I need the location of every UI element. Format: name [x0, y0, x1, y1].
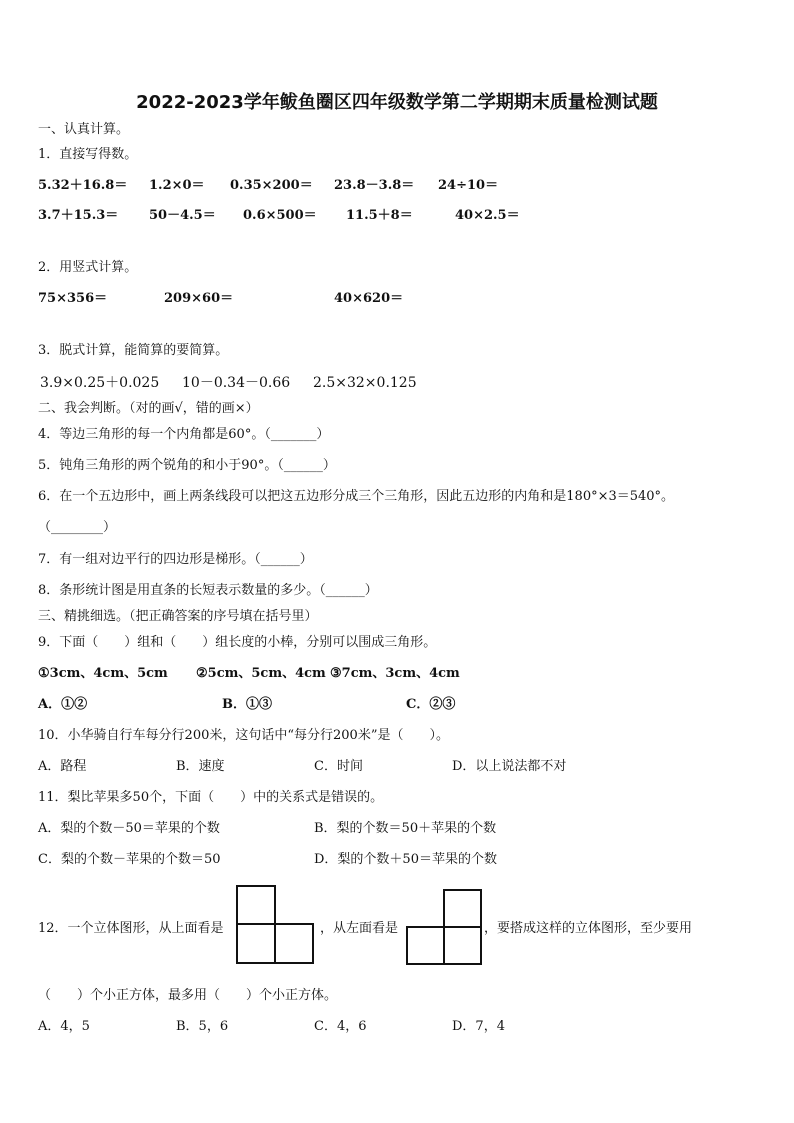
choice-option: A．梨的个数－50＝苹果的个数: [38, 821, 220, 836]
stick-group: ③7cm、3cm、4cm: [330, 666, 460, 681]
calc-item: 0.6×500＝: [243, 208, 317, 223]
section-2-heading: 二、我会判断。（对的画√，错的画×）: [38, 401, 259, 416]
q1-label: 1．直接写得数。: [38, 147, 138, 162]
choice-option: C．4，6: [314, 1019, 367, 1034]
calc-item: 5.32＋16.8＝: [38, 178, 128, 193]
q12-text-line2: （ ）个小正方体，最多用（ ）个小正方体。: [38, 988, 338, 1003]
stick-group: ①3cm、4cm、5cm: [38, 666, 168, 681]
choice-option: D．梨的个数＋50＝苹果的个数: [314, 852, 497, 867]
vertical-calc-item: 40×620＝: [334, 291, 404, 306]
left-view-figure: [406, 889, 482, 965]
choice-option: A．①②: [38, 697, 88, 712]
page-title: 2022-2023学年鲅鱼圈区四年级数学第二学期期末质量检测试题: [136, 92, 658, 113]
judge-item: 8．条形统计图是用直条的长短表示数量的多少。（______）: [38, 583, 378, 598]
vertical-calc-item: 75×356＝: [38, 291, 108, 306]
choice-option: D．以上说法都不对: [452, 759, 567, 774]
calc-item: 0.35×200＝: [230, 178, 313, 193]
choice-option: B．梨的个数＝50＋苹果的个数: [314, 821, 497, 836]
q11-text: 11．梨比苹果多50个，下面（ ）中的关系式是错误的。: [38, 790, 384, 805]
expression-item: 3.9×0.25＋0.025: [40, 375, 160, 391]
judge-item: 6．在一个五边形中，画上两条线段可以把这五边形分成三个三角形，因此五边形的内角和是180°×3＝540°。: [38, 489, 675, 504]
calc-item: 11.5＋8＝: [346, 208, 413, 223]
judge-item: 4．等边三角形的每一个内角都是60°。（_______）: [38, 427, 330, 442]
calc-item: 1.2×0＝: [149, 178, 205, 193]
q3-label: 3．脱式计算，能简算的要简算。: [38, 343, 229, 358]
q12-text-part2: ，从左面看是: [320, 921, 399, 936]
expression-item: 2.5×32×0.125: [313, 375, 417, 391]
section-3-heading: 三、精挑细选。（把正确答案的序号填在括号里）: [38, 609, 318, 624]
q12-text-part1: 12．一个立体图形，从上面看是: [38, 921, 224, 936]
q10-text: 10．小华骑自行车每分行200米，这句话中“每分行200米”是（ ）。: [38, 728, 449, 743]
q12-text-part3: ，要搭成这样的立体图形，至少要用: [484, 921, 693, 936]
choice-option: C．时间: [314, 759, 363, 774]
expression-item: 10－0.34－0.66: [182, 375, 291, 391]
calc-item: 23.8－3.8＝: [334, 178, 415, 193]
section-1-heading: 一、认真计算。: [38, 122, 130, 137]
calc-item: 24÷10＝: [438, 178, 499, 193]
vertical-calc-item: 209×60＝: [164, 291, 234, 306]
top-view-figure: [236, 885, 314, 965]
judge-item: 5．钝角三角形的两个锐角的和小于90°。（______）: [38, 458, 336, 473]
choice-option: B．速度: [176, 759, 225, 774]
calc-item: 3.7＋15.3＝: [38, 208, 119, 223]
choice-option: A．4，5: [38, 1019, 90, 1034]
stick-group: ②5cm、5cm、4cm: [196, 666, 326, 681]
choice-option: B．①③: [222, 697, 272, 712]
judge-item: 7．有一组对边平行的四边形是梯形。（______）: [38, 552, 313, 567]
calc-item: 40×2.5＝: [455, 208, 520, 223]
choice-option: C．②③: [406, 697, 456, 712]
q2-label: 2．用竖式计算。: [38, 260, 138, 275]
judge-item-answer: （________）: [38, 520, 117, 535]
choice-option: A．路程: [38, 759, 87, 774]
choice-option: D．7，4: [452, 1019, 505, 1034]
q9-text: 9．下面（ ）组和（ ）组长度的小棒，分别可以围成三角形。: [38, 635, 437, 650]
choice-option: B．5，6: [176, 1019, 229, 1034]
choice-option: C．梨的个数－苹果的个数＝50: [38, 852, 221, 867]
calc-item: 50－4.5＝: [149, 208, 216, 223]
